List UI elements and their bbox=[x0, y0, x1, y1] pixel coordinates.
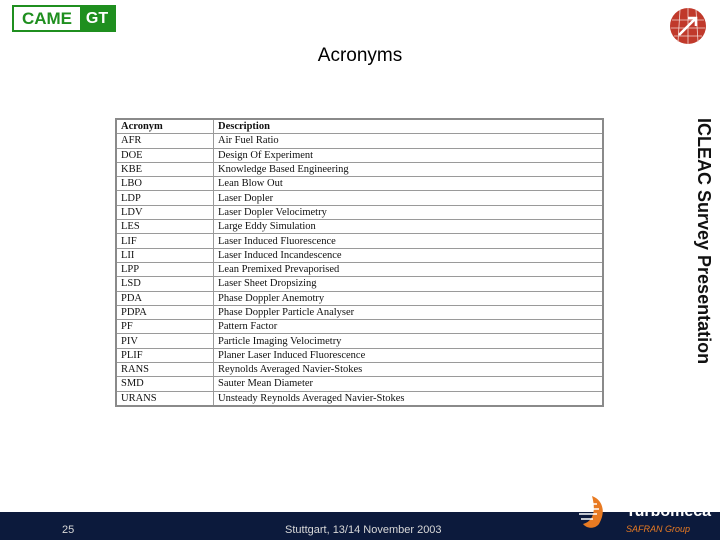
acronym-cell: URANS bbox=[116, 391, 214, 406]
acronym-cell: AFR bbox=[116, 134, 214, 148]
description-cell: Sauter Mean Diameter bbox=[214, 377, 604, 391]
acronym-cell: RANS bbox=[116, 363, 214, 377]
table-row bbox=[116, 177, 603, 191]
acronym-cell: LDP bbox=[116, 191, 214, 205]
table-row bbox=[116, 262, 603, 276]
table-row bbox=[116, 205, 603, 219]
table-row bbox=[116, 348, 603, 362]
description-cell: Pattern Factor bbox=[214, 320, 604, 334]
description-cell: Lean Premixed Prevaporised bbox=[214, 262, 604, 276]
side-title-text: ICLEAC Survey Presentation bbox=[694, 118, 714, 365]
table-row bbox=[116, 377, 603, 391]
description-cell: Phase Doppler Particle Analyser bbox=[214, 305, 604, 319]
acronym-cell: KBE bbox=[116, 162, 214, 176]
table-row bbox=[116, 291, 603, 305]
column-header-acronym: Acronym bbox=[116, 119, 214, 134]
acronym-cell: PLIF bbox=[116, 348, 214, 362]
table-row bbox=[116, 277, 603, 291]
acronym-cell: PDPA bbox=[116, 305, 214, 319]
footer-bar bbox=[0, 512, 720, 540]
acronym-table bbox=[115, 118, 604, 407]
gt-logo-text: GT bbox=[80, 7, 114, 30]
university-emblem-icon bbox=[668, 6, 708, 46]
slide-title: Acronyms bbox=[317, 45, 403, 66]
acronym-cell: PF bbox=[116, 320, 214, 334]
description-cell: Laser Induced Fluorescence bbox=[214, 234, 604, 248]
acronym-cell: PDA bbox=[116, 291, 214, 305]
page-number: 25 bbox=[62, 524, 75, 536]
acronym-cell: LSD bbox=[116, 277, 214, 291]
table-row bbox=[116, 234, 603, 248]
table-row bbox=[116, 248, 603, 262]
table-row bbox=[116, 305, 603, 319]
turbomeca-logo-icon bbox=[577, 494, 607, 530]
table-row bbox=[116, 363, 603, 377]
acronym-cell: LII bbox=[116, 248, 214, 262]
acronym-cell: DOE bbox=[116, 148, 214, 162]
description-cell: Particle Imaging Velocimetry bbox=[214, 334, 604, 348]
acronym-cell: PIV bbox=[116, 334, 214, 348]
acronym-cell: LDV bbox=[116, 205, 214, 219]
brand-name: Turbomeca bbox=[626, 503, 712, 520]
acronym-cell: LBO bbox=[116, 177, 214, 191]
description-cell: Laser Sheet Dropsizing bbox=[214, 277, 604, 291]
acronym-cell: LIF bbox=[116, 234, 214, 248]
acronym-cell: SMD bbox=[116, 377, 214, 391]
description-cell: Reynolds Averaged Navier-Stokes bbox=[214, 363, 604, 377]
description-cell: Laser Induced Incandescence bbox=[214, 248, 604, 262]
table-header-row bbox=[116, 119, 603, 134]
description-cell: Planer Laser Induced Fluorescence bbox=[214, 348, 604, 362]
side-title bbox=[690, 118, 718, 408]
table-row bbox=[116, 320, 603, 334]
acronym-cell: LPP bbox=[116, 262, 214, 276]
description-cell: Design Of Experiment bbox=[214, 148, 604, 162]
footer-event: Stuttgart, 13/14 November 2003 bbox=[285, 524, 442, 536]
table-row bbox=[116, 134, 603, 148]
table-row bbox=[116, 191, 603, 205]
description-cell: Knowledge Based Engineering bbox=[214, 162, 604, 176]
table-row bbox=[116, 391, 603, 406]
acronym-cell: LES bbox=[116, 220, 214, 234]
table-row bbox=[116, 162, 603, 176]
description-cell: Lean Blow Out bbox=[214, 177, 604, 191]
brand-subtitle: SAFRAN Group bbox=[626, 524, 691, 534]
table-body bbox=[116, 134, 603, 406]
came-logo-text: CAME bbox=[21, 8, 73, 28]
came-gt-logo bbox=[12, 5, 116, 32]
description-cell: Large Eddy Simulation bbox=[214, 220, 604, 234]
description-cell: Laser Dopler bbox=[214, 191, 604, 205]
column-header-description: Description bbox=[214, 119, 604, 134]
description-cell: Laser Dopler Velocimetry bbox=[214, 205, 604, 219]
description-cell: Air Fuel Ratio bbox=[214, 134, 604, 148]
table-row bbox=[116, 220, 603, 234]
table-row bbox=[116, 334, 603, 348]
description-cell: Phase Doppler Anemotry bbox=[214, 291, 604, 305]
table-row bbox=[116, 148, 603, 162]
description-cell: Unsteady Reynolds Averaged Navier-Stokes bbox=[214, 391, 604, 406]
